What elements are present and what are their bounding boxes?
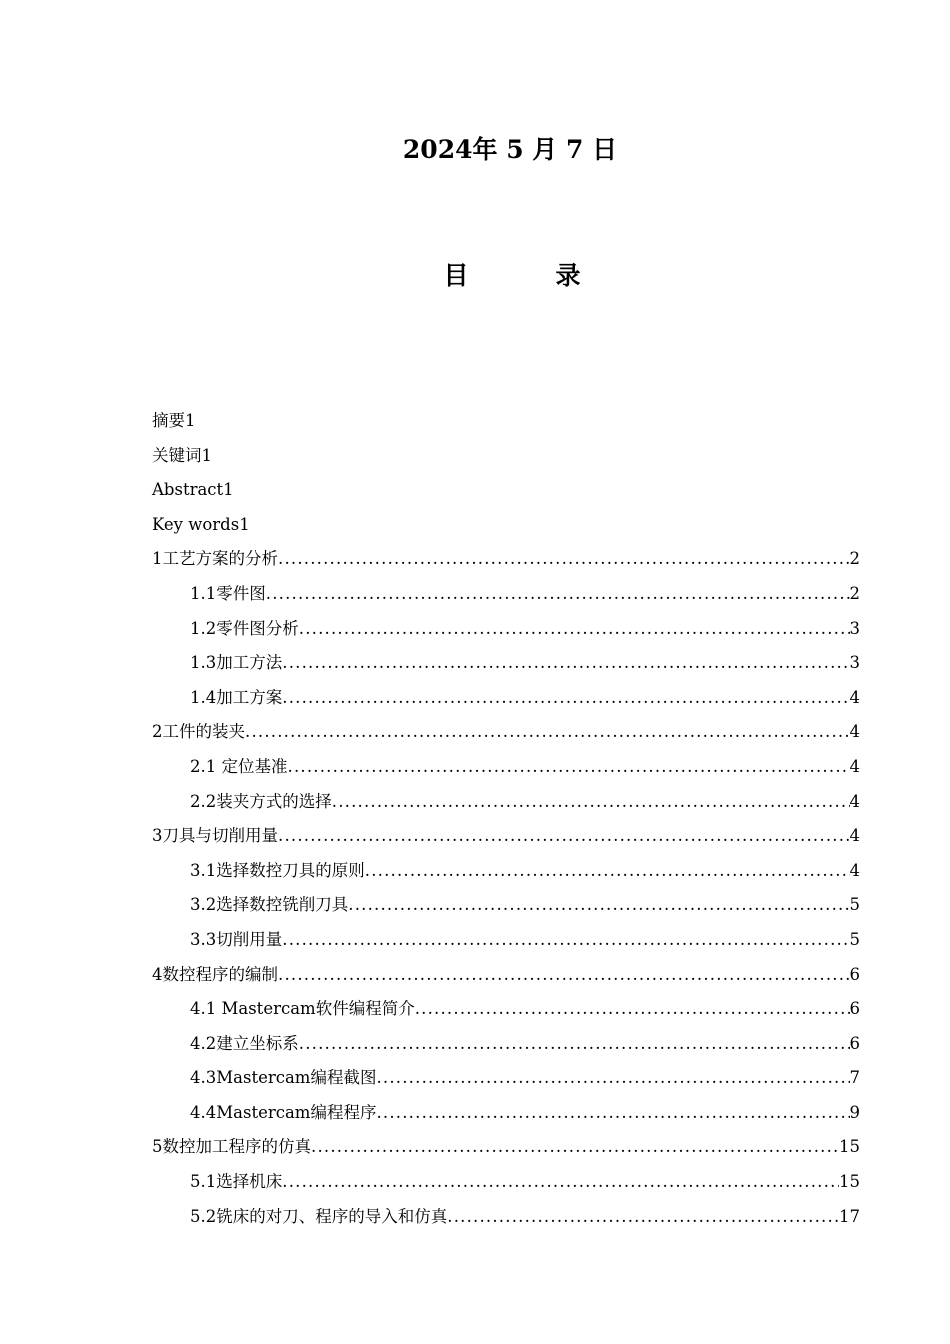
toc-entry[interactable]	[152, 1165, 860, 1200]
toc-entry[interactable]	[152, 1027, 860, 1062]
toc-entry-page: 3	[849, 618, 860, 638]
toc-entry[interactable]	[152, 854, 860, 889]
toc-leader-dots	[282, 1165, 839, 1200]
toc-entry-label: 2工件的装夹	[152, 722, 245, 742]
toc-entry-label: Key words1	[152, 514, 250, 534]
toc-entry[interactable]	[152, 508, 860, 543]
toc-entry[interactable]	[152, 1130, 860, 1165]
toc-leader-dots	[348, 888, 849, 923]
toc-entry[interactable]	[152, 681, 860, 716]
toc-leader-dots	[282, 681, 849, 716]
toc-leader-dots	[278, 958, 850, 993]
toc-leader-dots	[282, 923, 849, 958]
toc-leader-dots	[299, 1027, 850, 1062]
toc-entry[interactable]	[152, 473, 860, 508]
toc-entry[interactable]	[152, 819, 860, 854]
toc-leader-dots	[332, 785, 850, 820]
table-of-contents	[152, 404, 860, 1234]
toc-entry-label: 2.1 定位基准	[190, 756, 288, 776]
toc-entry-page: 4	[849, 791, 860, 811]
toc-entry-label: 3刀具与切削用量	[152, 826, 278, 846]
toc-entry-label: 4.3Mastercam编程截图	[190, 1068, 377, 1088]
toc-entry-page: 4	[849, 826, 860, 846]
toc-entry-label: 4.2建立坐标系	[190, 1033, 299, 1053]
toc-entry-label: 3.3切削用量	[190, 929, 283, 949]
toc-entry-label: 3.2选择数控铣削刀具	[190, 895, 349, 915]
toc-leader-dots	[278, 819, 850, 854]
toc-entry-page: 2	[849, 583, 860, 603]
toc-entry-label: 4数控程序的编制	[152, 964, 278, 984]
toc-leader-dots	[376, 1061, 849, 1096]
toc-entry-label: 关键词1	[152, 445, 212, 465]
toc-entry-page: 17	[839, 1206, 860, 1226]
toc-entry-label: 1.4加工方案	[190, 687, 283, 707]
toc-entry[interactable]	[152, 888, 860, 923]
toc-entry[interactable]	[152, 715, 860, 750]
toc-entry[interactable]	[152, 958, 860, 993]
toc-entry-label: 5.2铣床的对刀、程序的导入和仿真	[190, 1206, 448, 1226]
toc-leader-dots	[311, 1130, 839, 1165]
toc-entry-page: 9	[849, 1102, 860, 1122]
toc-entry-page: 4	[849, 687, 860, 707]
toc-entry-page: 6	[849, 964, 860, 984]
toc-entry-page: 4	[849, 722, 860, 742]
toc-leader-dots	[266, 577, 850, 612]
document-date: 2024年 5 月 7 日	[402, 135, 618, 164]
toc-entry-page: 3	[849, 653, 860, 673]
toc-entry[interactable]	[152, 1061, 860, 1096]
toc-entry[interactable]	[152, 992, 860, 1027]
toc-entry-page: 4	[849, 756, 860, 776]
toc-entry[interactable]	[152, 1200, 860, 1235]
toc-leader-dots	[376, 1096, 849, 1131]
toc-entry[interactable]	[152, 750, 860, 785]
toc-entry[interactable]	[152, 542, 860, 577]
toc-entry[interactable]	[152, 612, 860, 647]
toc-leader-dots	[278, 542, 850, 577]
toc-entry-page: 6	[849, 999, 860, 1019]
toc-leader-dots	[415, 992, 850, 1027]
toc-entry-label: Abstract1	[152, 480, 234, 500]
toc-leader-dots	[299, 612, 850, 647]
toc-heading: 目 录	[443, 261, 581, 290]
toc-entry-page: 4	[849, 860, 860, 880]
toc-entry-label: 3.1选择数控刀具的原则	[190, 860, 365, 880]
toc-leader-dots	[288, 750, 850, 785]
toc-entry-page: 5	[849, 895, 860, 915]
toc-entry-label: 4.4Mastercam编程程序	[190, 1102, 377, 1122]
toc-entry[interactable]	[152, 1096, 860, 1131]
toc-leader-dots	[245, 715, 850, 750]
toc-entry-page: 15	[839, 1172, 860, 1192]
toc-entry-label: 5数控加工程序的仿真	[152, 1137, 311, 1157]
toc-entry[interactable]	[152, 439, 860, 474]
toc-entry-label: 2.2装夹方式的选择	[190, 791, 332, 811]
toc-entry-label: 1.3加工方法	[190, 653, 283, 673]
toc-entry-label: 5.1选择机床	[190, 1172, 283, 1192]
toc-entry-label: 4.1 Mastercam软件编程简介	[190, 999, 415, 1019]
toc-entry-label: 1.2零件图分析	[190, 618, 299, 638]
toc-entry[interactable]	[152, 646, 860, 681]
toc-entry-page: 5	[849, 929, 860, 949]
toc-entry[interactable]	[152, 404, 860, 439]
toc-entry[interactable]	[152, 785, 860, 820]
toc-leader-dots	[447, 1200, 839, 1235]
toc-entry[interactable]	[152, 923, 860, 958]
toc-entry-page: 6	[849, 1033, 860, 1053]
toc-entry-page: 2	[849, 549, 860, 569]
toc-entry-label: 1工艺方案的分析	[152, 549, 278, 569]
toc-entry[interactable]	[152, 577, 860, 612]
toc-leader-dots	[365, 854, 850, 889]
toc-leader-dots	[282, 646, 849, 681]
toc-entry-label: 1.1零件图	[190, 583, 266, 603]
toc-entry-page: 7	[849, 1068, 860, 1088]
toc-entry-page: 15	[839, 1137, 860, 1157]
toc-entry-label: 摘要1	[152, 411, 196, 430]
